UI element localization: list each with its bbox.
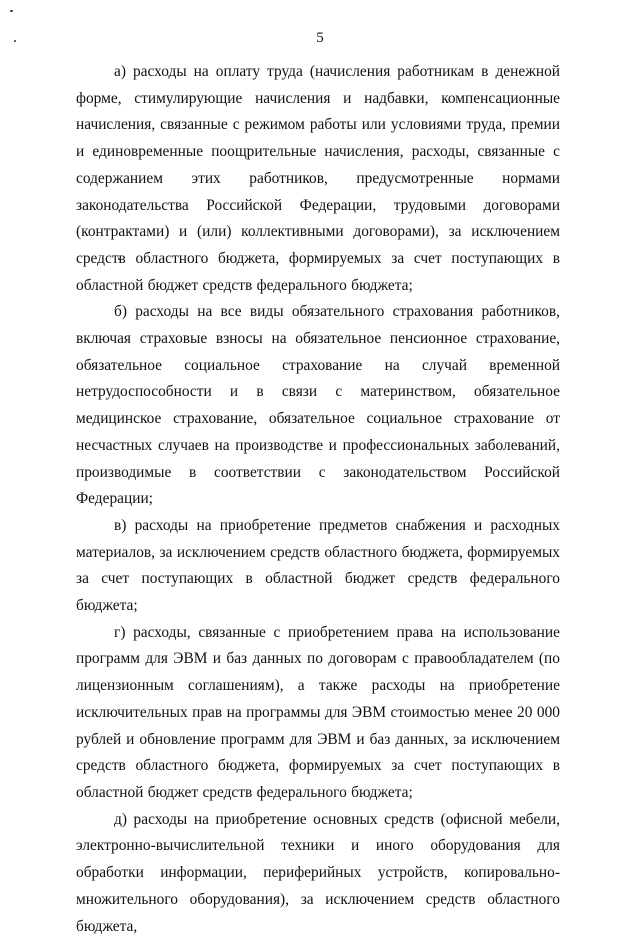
paragraph-v: в) расходы на приобретение предметов снабжения и расходных материалов, за исключением средств областного бюджета, формируемых за счет поступающих в областной бюджет средств федерального бюджета; [76,516,560,615]
document-body [76,59,560,940]
paragraph-a: а) расходы на оплату труда (начисления работникам в денежной форме, стимулирующие начисления и надбавки, компенсационные начисления, связанные с режимом работы или условиями труда, премии и единовременные поощрительные начисления, расходы, связанные с содержанием этих работников, предусмотренные нормами законодательства Российской Федерации, трудовыми договорами (контрактами) и (или) коллективными договорами), за исключением средств областного бюджета, формируемых за счет поступающих в областной бюджет средств федерального бюджета; [76,63,560,294]
paragraph-d: д) расходы на приобретение основных средств (офисной мебели, электронно-вычислительной техники и иного оборудования для обработки информации, периферийных устройств, копировально-множительного оборудования), за исключением средств областного бюджета, [76,810,560,935]
paragraph-b: б) расходы на все виды обязательного страхования работников, включая страховые взносы на обязательное пенсионное страхование, обязательное социальное страхование на случай временной нетрудоспособности и в связи с материнством, обязательное медицинское страхование, обязательное социальное страхование от несчастных случаев на производстве и профессиональных заболеваний, производимые в соответствии с законодательством Российской Федерации; [76,303,560,508]
page-number: 5 [316,30,324,46]
scan-speck [10,10,13,12]
paragraph-g: г) расходы, связанные с приобретением права на использование программ для ЭВМ и баз данных по договорам с правообладателем (по лицензионным соглашениям), а также расходы на приобретение исключительных прав на программы для ЭВМ стоимостью менее 20 000 рублей и обновление программ для ЭВМ и баз данных, за исключением средств областного бюджета, формируемых за счет поступающих в областной бюджет средств федерального бюджета; [76,623,560,801]
